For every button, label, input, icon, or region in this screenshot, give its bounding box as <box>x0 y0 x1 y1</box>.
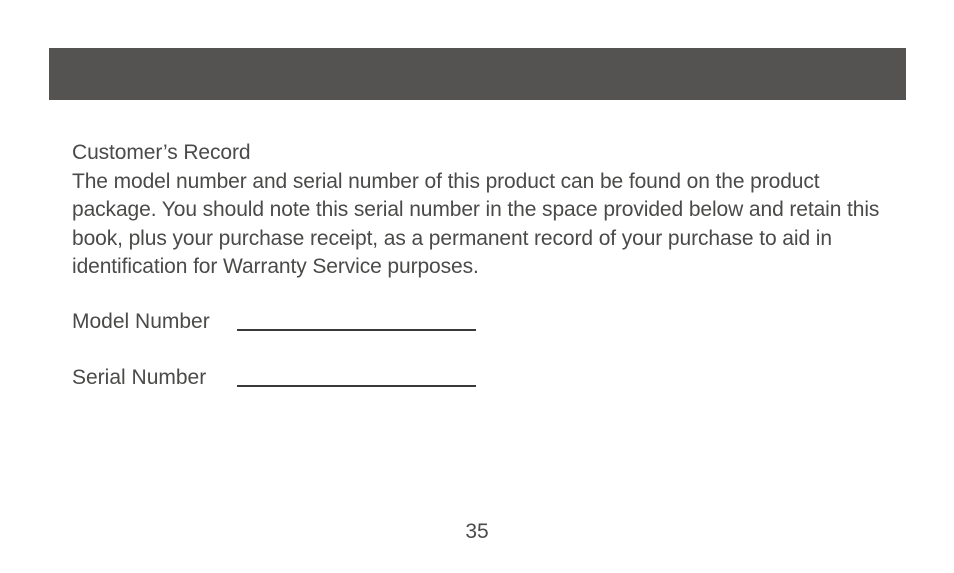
serial-number-row <box>72 363 237 393</box>
serial-number-blank <box>237 385 476 387</box>
header-band <box>49 48 906 100</box>
model-number-label: Model Number <box>72 310 210 333</box>
model-number-row <box>72 307 237 337</box>
model-number-blank <box>237 329 476 331</box>
page-number: 35 <box>465 520 489 543</box>
section-title: Customer’s Record <box>72 141 251 164</box>
customer-record-section <box>72 139 892 282</box>
serial-number-label: Serial Number <box>72 366 207 389</box>
record-instructions: The model number and serial number of this product can be found on the product package. You should note this serial number in the space provided below and retain this book, plus your purchase receipt, as a permanent record of your purchase to aid in identification for Warranty Service purposes. <box>72 169 880 278</box>
